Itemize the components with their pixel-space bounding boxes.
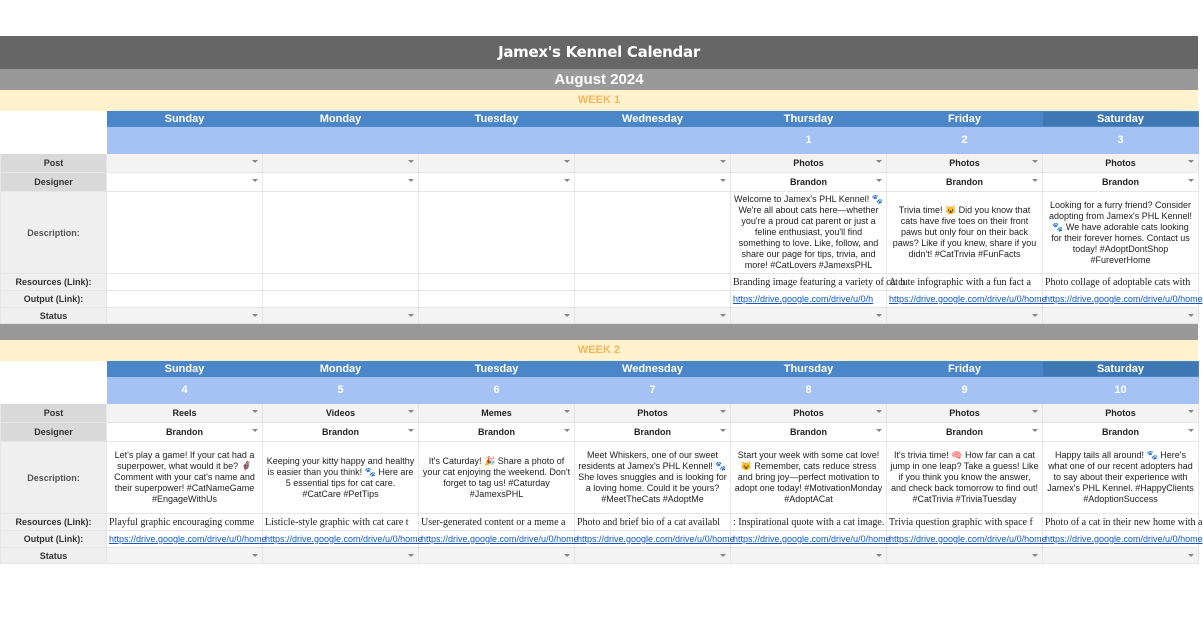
- date-cell: 4: [107, 377, 263, 404]
- output-link[interactable]: https://drive.google.com/drive/u/0/home: [887, 291, 1043, 308]
- week-grid: [0, 111, 1203, 324]
- chevron-down-icon[interactable]: [876, 179, 882, 182]
- resources-cell[interactable]: Photo of a cat in their new home with a: [1043, 514, 1199, 531]
- chevron-down-icon[interactable]: [1188, 410, 1194, 413]
- chevron-down-icon[interactable]: [252, 410, 258, 413]
- post-type-dropdown[interactable]: [1043, 154, 1199, 173]
- output-link[interactable]: https://drive.google.com/drive/u/0/home: [419, 531, 575, 548]
- designer-dropdown[interactable]: [575, 423, 731, 442]
- chevron-down-icon[interactable]: [564, 554, 570, 557]
- weeks-container: [0, 90, 1203, 564]
- day-header-tuesday: Tuesday: [419, 112, 575, 127]
- row-label-output: Output (Link):: [1, 531, 107, 548]
- corner-cell: [1, 362, 107, 377]
- week-label: WEEK 2: [0, 340, 1198, 361]
- calendar-sheet: [0, 36, 1203, 564]
- chevron-down-icon[interactable]: [1032, 160, 1038, 163]
- post-type-dropdown[interactable]: [887, 404, 1043, 423]
- post-type-dropdown[interactable]: [263, 154, 419, 173]
- chevron-down-icon[interactable]: [720, 429, 726, 432]
- status-dropdown[interactable]: [263, 308, 419, 324]
- chevron-down-icon[interactable]: [720, 160, 726, 163]
- resources-cell[interactable]: [263, 274, 419, 291]
- status-dropdown[interactable]: [1043, 308, 1199, 324]
- post-type-value: Reels: [172, 408, 197, 418]
- chevron-down-icon[interactable]: [1188, 554, 1194, 557]
- date-cell: [107, 127, 263, 154]
- designer-dropdown[interactable]: [263, 423, 419, 442]
- chevron-down-icon[interactable]: [1032, 554, 1038, 557]
- date-cell: [263, 127, 419, 154]
- post-type-value: Photos: [949, 408, 980, 418]
- day-header-wednesday: Wednesday: [575, 362, 731, 377]
- chevron-down-icon[interactable]: [564, 429, 570, 432]
- row-label-designer: Designer: [1, 423, 107, 442]
- post-type-value: Photos: [949, 158, 980, 168]
- designer-value: Brandon: [790, 177, 827, 187]
- post-type-dropdown[interactable]: [731, 404, 887, 423]
- row-label-status: Status: [1, 308, 107, 324]
- status-dropdown[interactable]: [263, 548, 419, 564]
- designer-dropdown[interactable]: [263, 173, 419, 192]
- description-cell[interactable]: Happy tails all around! 🐾 Here's what one of our recent adopters had to say about their experience with Jamex's PHL Kennel. #HappyClients #AdoptionSuccess: [1043, 442, 1199, 514]
- day-header-thursday: Thursday: [731, 112, 887, 127]
- output-link[interactable]: [107, 291, 263, 308]
- description-cell[interactable]: Welcome to Jamex's PHL Kennel! 🐾 We're all about cats here—whether you're a proud cat parent or just a feline enthusiast, you'll find something to love. Like, follow, and share our page for tips, trivia, and more! #CatLovers #JamexsPHL: [731, 192, 887, 274]
- post-type-value: Photos: [1105, 158, 1136, 168]
- status-dropdown[interactable]: [887, 548, 1043, 564]
- chevron-down-icon[interactable]: [876, 429, 882, 432]
- row-label-output: Output (Link):: [1, 291, 107, 308]
- chevron-down-icon[interactable]: [252, 179, 258, 182]
- chevron-down-icon[interactable]: [720, 179, 726, 182]
- status-dropdown[interactable]: [107, 308, 263, 324]
- status-dropdown[interactable]: [107, 548, 263, 564]
- description-cell[interactable]: It's trivia time! 🧠 How far can a cat jump in one leap? Take a guess! Like if you think you know the answer, and check back tomorrow to find out! #CatTrivia #TriviaTuesday: [887, 442, 1043, 514]
- date-cell: [575, 127, 731, 154]
- chevron-down-icon[interactable]: [1032, 179, 1038, 182]
- date-cell: 1: [731, 127, 887, 154]
- output-link[interactable]: [419, 291, 575, 308]
- corner-cell: [1, 127, 107, 154]
- designer-value: Brandon: [1102, 427, 1139, 437]
- chevron-down-icon[interactable]: [1032, 429, 1038, 432]
- row-label-description: Description:: [1, 442, 107, 514]
- status-dropdown[interactable]: [419, 548, 575, 564]
- description-cell[interactable]: Let's play a game! If your cat had a superpower, what would it be? 🦸 Comment with your cat's name and their superpower! #CatNameGame #EngageWithUs: [107, 442, 263, 514]
- chevron-down-icon[interactable]: [564, 179, 570, 182]
- post-type-dropdown[interactable]: [107, 404, 263, 423]
- output-link[interactable]: [263, 291, 419, 308]
- description-cell[interactable]: Start your week with some cat love! 😺 Remember, cats reduce stress and bring joy—perfect motivation to adopt one today! #MotivationMonday #AdoptACat: [731, 442, 887, 514]
- chevron-down-icon[interactable]: [1188, 160, 1194, 163]
- description-cell[interactable]: Looking for a furry friend? Consider adopting from Jamex's PHL Kennel! 🐾 We have adorable cats looking for their forever homes. Contact us today! #AdoptDontShop #FureverHome: [1043, 192, 1199, 274]
- chevron-down-icon[interactable]: [564, 314, 570, 317]
- output-link[interactable]: https://drive.google.com/drive/u/0/home: [1043, 531, 1199, 548]
- designer-dropdown[interactable]: [1043, 173, 1199, 192]
- designer-dropdown[interactable]: [107, 173, 263, 192]
- designer-value: Brandon: [1102, 177, 1139, 187]
- chevron-down-icon[interactable]: [564, 160, 570, 163]
- corner-cell: [1, 377, 107, 404]
- chevron-down-icon[interactable]: [252, 429, 258, 432]
- resources-cell[interactable]: Playful graphic encouraging comme: [107, 514, 263, 531]
- day-header-saturday: Saturday: [1043, 362, 1199, 377]
- resources-cell[interactable]: Photo collage of adoptable cats with: [1043, 274, 1199, 291]
- output-link[interactable]: https://drive.google.com/drive/u/0/home: [575, 531, 731, 548]
- resources-cell[interactable]: User-generated content or a meme a: [419, 514, 575, 531]
- resources-cell[interactable]: Branding image featuring a variety of cat b: [731, 274, 887, 291]
- corner-cell: [1, 112, 107, 127]
- day-header-saturday: Saturday: [1043, 112, 1199, 127]
- output-link[interactable]: https://drive.google.com/drive/u/0/home: [263, 531, 419, 548]
- resources-cell[interactable]: [419, 274, 575, 291]
- day-header-friday: Friday: [887, 362, 1043, 377]
- resources-cell[interactable]: [575, 274, 731, 291]
- day-header-sunday: Sunday: [107, 112, 263, 127]
- status-dropdown[interactable]: [1043, 548, 1199, 564]
- description-cell[interactable]: [419, 192, 575, 274]
- day-header-tuesday: Tuesday: [419, 362, 575, 377]
- chevron-down-icon[interactable]: [1188, 179, 1194, 182]
- status-dropdown[interactable]: [575, 548, 731, 564]
- row-label-status: Status: [1, 548, 107, 564]
- post-type-dropdown[interactable]: [575, 154, 731, 173]
- output-link[interactable]: https://drive.google.com/drive/u/0/home: [107, 531, 263, 548]
- day-header-monday: Monday: [263, 112, 419, 127]
- chevron-down-icon[interactable]: [408, 314, 414, 317]
- row-label-resources: Resources (Link):: [1, 514, 107, 531]
- day-header-wednesday: Wednesday: [575, 112, 731, 127]
- chevron-down-icon[interactable]: [564, 410, 570, 413]
- chevron-down-icon[interactable]: [1188, 429, 1194, 432]
- chevron-down-icon[interactable]: [1188, 314, 1194, 317]
- designer-dropdown[interactable]: [419, 173, 575, 192]
- day-header-sunday: Sunday: [107, 362, 263, 377]
- post-type-dropdown[interactable]: [575, 404, 731, 423]
- status-dropdown[interactable]: [731, 308, 887, 324]
- designer-value: Brandon: [946, 427, 983, 437]
- description-cell[interactable]: Keeping your kitty happy and healthy is easier than you think! 🐾 Here are 5 essential tips for cat care. #CatCare #PetTips: [263, 442, 419, 514]
- post-type-value: Videos: [325, 408, 356, 418]
- designer-dropdown[interactable]: [1043, 423, 1199, 442]
- date-cell: 3: [1043, 127, 1199, 154]
- designer-dropdown[interactable]: [731, 173, 887, 192]
- day-header-thursday: Thursday: [731, 362, 887, 377]
- description-cell[interactable]: [263, 192, 419, 274]
- post-type-value: Photos: [793, 408, 824, 418]
- post-type-dropdown[interactable]: [107, 154, 263, 173]
- resources-cell[interactable]: Listicle-style graphic with cat care t: [263, 514, 419, 531]
- row-label-post: Post: [1, 404, 107, 423]
- status-dropdown[interactable]: [887, 308, 1043, 324]
- output-link[interactable]: https://drive.google.com/drive/u/0/home: [887, 531, 1043, 548]
- date-cell: 10: [1043, 377, 1199, 404]
- chevron-down-icon[interactable]: [1032, 314, 1038, 317]
- post-type-value: Photos: [793, 158, 824, 168]
- resources-cell[interactable]: : Inspirational quote with a cat image.: [731, 514, 887, 531]
- resources-cell[interactable]: [107, 274, 263, 291]
- week-separator: [0, 324, 1198, 340]
- chevron-down-icon[interactable]: [720, 410, 726, 413]
- post-type-dropdown[interactable]: [731, 154, 887, 173]
- resources-cell[interactable]: Photo and brief bio of a cat availabl: [575, 514, 731, 531]
- output-link[interactable]: https://drive.google.com/drive/u/0/home: [1043, 291, 1199, 308]
- chevron-down-icon[interactable]: [1032, 410, 1038, 413]
- row-label-resources: Resources (Link):: [1, 274, 107, 291]
- chevron-down-icon[interactable]: [876, 160, 882, 163]
- calendar-title: Jamex's Kennel Calendar: [0, 36, 1198, 69]
- description-cell[interactable]: Trivia time! 😺 Did you know that cats have five toes on their front paws but only four on their back paws? Like if you knew, share if you didn't! #CatTrivia #FunFacts: [887, 192, 1043, 274]
- designer-dropdown[interactable]: [887, 173, 1043, 192]
- post-type-value: Memes: [481, 408, 512, 418]
- post-type-value: Photos: [1105, 408, 1136, 418]
- date-cell: 6: [419, 377, 575, 404]
- chevron-down-icon[interactable]: [720, 554, 726, 557]
- designer-value: Brandon: [166, 427, 203, 437]
- status-dropdown[interactable]: [575, 308, 731, 324]
- description-cell[interactable]: [575, 192, 731, 274]
- chevron-down-icon[interactable]: [408, 410, 414, 413]
- designer-dropdown[interactable]: [107, 423, 263, 442]
- chevron-down-icon[interactable]: [252, 160, 258, 163]
- description-cell[interactable]: It's Caturday! 🎉 Share a photo of your cat enjoying the weekend. Don't forget to tag us! #Caturday #JamexsPHL: [419, 442, 575, 514]
- designer-value: Brandon: [634, 427, 671, 437]
- designer-dropdown[interactable]: [575, 173, 731, 192]
- designer-dropdown[interactable]: [731, 423, 887, 442]
- row-label-post: Post: [1, 154, 107, 173]
- output-link[interactable]: https://drive.google.com/drive/u/0/h: [731, 291, 887, 308]
- description-cell[interactable]: [107, 192, 263, 274]
- designer-dropdown[interactable]: [419, 423, 575, 442]
- resources-cell[interactable]: Trivia question graphic with space f: [887, 514, 1043, 531]
- week-label: WEEK 1: [0, 90, 1198, 111]
- post-type-dropdown[interactable]: [887, 154, 1043, 173]
- output-link[interactable]: [575, 291, 731, 308]
- post-type-dropdown[interactable]: [1043, 404, 1199, 423]
- post-type-dropdown[interactable]: [419, 154, 575, 173]
- chevron-down-icon[interactable]: [252, 554, 258, 557]
- chevron-down-icon[interactable]: [408, 179, 414, 182]
- date-cell: 2: [887, 127, 1043, 154]
- chevron-down-icon[interactable]: [252, 314, 258, 317]
- designer-dropdown[interactable]: [887, 423, 1043, 442]
- chevron-down-icon[interactable]: [408, 429, 414, 432]
- chevron-down-icon[interactable]: [876, 314, 882, 317]
- date-cell: 8: [731, 377, 887, 404]
- row-label-designer: Designer: [1, 173, 107, 192]
- month-header: August 2024: [0, 69, 1198, 90]
- designer-value: Brandon: [946, 177, 983, 187]
- chevron-down-icon[interactable]: [876, 554, 882, 557]
- designer-value: Brandon: [478, 427, 515, 437]
- chevron-down-icon[interactable]: [408, 160, 414, 163]
- status-dropdown[interactable]: [419, 308, 575, 324]
- week-grid: [0, 361, 1203, 564]
- designer-value: Brandon: [790, 427, 827, 437]
- chevron-down-icon[interactable]: [720, 314, 726, 317]
- day-header-friday: Friday: [887, 112, 1043, 127]
- date-cell: 5: [263, 377, 419, 404]
- chevron-down-icon[interactable]: [876, 410, 882, 413]
- designer-value: Brandon: [322, 427, 359, 437]
- description-cell[interactable]: Meet Whiskers, one of our sweet residents at Jamex's PHL Kennel! 🐾 She loves snuggles and is looking for a loving home. Could it be yours? #MeetTheCats #AdoptMe: [575, 442, 731, 514]
- post-type-value: Photos: [637, 408, 668, 418]
- date-cell: 7: [575, 377, 731, 404]
- post-type-dropdown[interactable]: [263, 404, 419, 423]
- post-type-dropdown[interactable]: [419, 404, 575, 423]
- date-cell: [419, 127, 575, 154]
- day-header-monday: Monday: [263, 362, 419, 377]
- date-cell: 9: [887, 377, 1043, 404]
- chevron-down-icon[interactable]: [408, 554, 414, 557]
- resources-cell[interactable]: A cute infographic with a fun fact a: [887, 274, 1043, 291]
- output-link[interactable]: https://drive.google.com/drive/u/0/home: [731, 531, 887, 548]
- status-dropdown[interactable]: [731, 548, 887, 564]
- row-label-description: Description:: [1, 192, 107, 274]
